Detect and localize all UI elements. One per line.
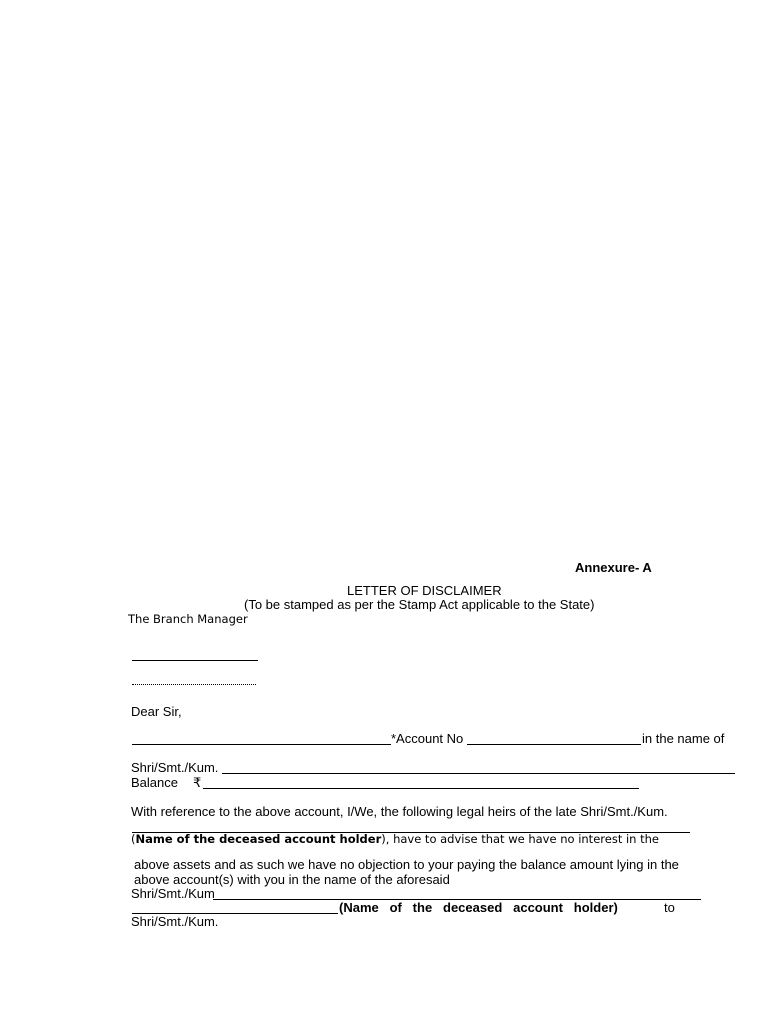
assets-line-2: above account(s) with you in the name of the aforesaid [134, 872, 450, 887]
reference-paragraph: With reference to the above account, I/We, the following legal heirs of the late Shri/Smt./Kum. [131, 804, 668, 819]
name-blank-line [132, 744, 391, 745]
to-word: to [664, 900, 675, 915]
letter-title: LETTER OF DISCLAIMER [347, 583, 502, 598]
deceased-label-2: (Name of the deceased account holder) [339, 900, 618, 915]
balance-blank-line [203, 788, 639, 789]
account-no-blank-line [467, 744, 641, 745]
assets-line-1: above assets and as such we have no objection to your paying the balance amount lying in the [134, 857, 679, 872]
shri-kum-label: Shri/Smt./Kum [131, 886, 215, 901]
address-dotted-line [132, 684, 256, 685]
shri-blank-line [222, 773, 735, 774]
final-shri-label: Shri/Smt./Kum. [131, 914, 219, 929]
letter-subtitle: (To be stamped as per the Stamp Act applicable to the State) [244, 597, 595, 612]
salutation: Dear Sir, [131, 704, 182, 719]
account-no-label: *Account No [391, 731, 464, 746]
in-name-of-label: in the name of [642, 731, 725, 746]
shri-label: Shri/Smt./Kum. [131, 760, 219, 775]
deceased-paragraph: (Name of the deceased account holder), have to advise that we have no interest in the [131, 832, 659, 846]
addressee: The Branch Manager [128, 612, 248, 626]
rupee-symbol: ₹ [193, 775, 202, 790]
annexure-label: Annexure- A [575, 560, 652, 575]
address-blank-line [132, 660, 258, 661]
balance-label: Balance [131, 775, 178, 790]
